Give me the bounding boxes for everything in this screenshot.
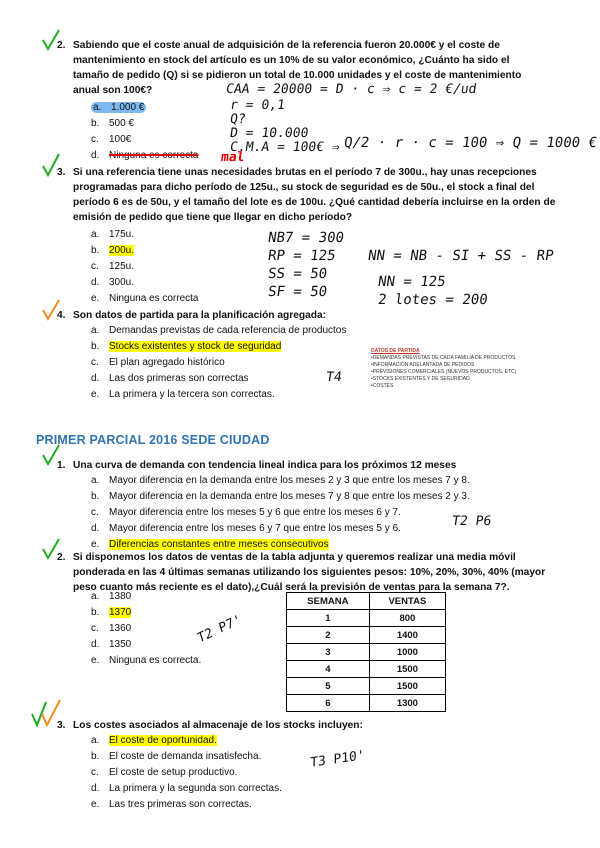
sales-table [286, 592, 446, 712]
datos-item: •PREVISIONES COMERCIALES (NUEVOS PRODUCTOS, ETC) [371, 369, 517, 375]
question-3 [57, 165, 563, 225]
table-header-row [287, 593, 446, 610]
option-a[interactable]: a. 1380 [91, 591, 132, 602]
handwritten-note: NN = 125 [376, 274, 447, 290]
option-b[interactable]: b. El coste de demanda insatisfecha. [91, 751, 262, 762]
option-c[interactable]: c. 125u. [91, 261, 135, 272]
question-number: 4. [57, 310, 66, 321]
question-text: Los costes asociados al almacenaje de los stocks incluyen: [73, 720, 363, 731]
handwritten-note: C.M.A = 100€ ⇒ [228, 140, 341, 155]
handwritten-note: T2 P6 [450, 514, 493, 529]
option-b[interactable]: b. 500 € [91, 118, 135, 129]
parcial-question-1 [57, 458, 543, 473]
option-c[interactable]: c. 1360 [91, 623, 132, 634]
table-row: 5 1500 [287, 678, 446, 695]
datos-de-partida-box [371, 348, 531, 390]
option-a[interactable]: a. 1.000 € [93, 102, 145, 113]
option-e[interactable]: e. La primera y la tercera son correctas. [91, 389, 275, 400]
option-d[interactable]: d. Las dos primeras son correctas [91, 373, 249, 384]
option-d[interactable]: d. 1350 [91, 639, 132, 650]
option-b[interactable]: b. Mayor diferencia en la demanda entre los meses 7 y 8 que entre los meses 2 y 3. [91, 491, 470, 502]
handwritten-note: 2 lotes = 200 [376, 292, 489, 308]
datos-title: DATOS DE PARTIDA [371, 348, 420, 354]
handwritten-note: NN = NB - SI + SS - RP [366, 248, 555, 264]
table-row: 1 800 [287, 610, 446, 627]
handwritten-note: T2 P7' [195, 612, 243, 647]
handwritten-note: SS = 50 [266, 266, 329, 282]
option-c[interactable]: c. El coste de setup productivo. [91, 767, 238, 778]
table-header: SEMANA [287, 593, 370, 610]
handwritten-note: SF = 50 [266, 284, 329, 300]
section-title: PRIMER PARCIAL 2016 SEDE CIUDAD [36, 433, 270, 447]
option-e[interactable]: e. Ninguna es correcta. [91, 655, 202, 666]
parcial-question-3 [57, 718, 543, 733]
table-row: 3 1000 [287, 644, 446, 661]
question-text: Si una referencia tiene unas necesidades brutas en el período 7 de 300u., hay unas recepciones programadas para dicho período de 125u., su stock de seguridad es de 50u., el stock a final del período 6 es de 50u, y el tamaño del lote es de 100u. ¿Qué cantidad debería incluirse en la orden de emisión de pedido que tiene que llegar en dicho período? [73, 167, 556, 223]
question-text: Son datos de partida para la planificación agregada: [73, 310, 327, 321]
question-number: 1. [57, 460, 66, 471]
option-a[interactable]: a. Mayor diferencia en la demanda entre los meses 2 y 3 que entre los meses 7 y 8. [91, 475, 470, 486]
parcial-question-2 [57, 550, 563, 595]
option-a[interactable]: a. 175u. [91, 229, 135, 240]
handwritten-note: NB7 = 300 [266, 230, 345, 246]
table-row: 4 1500 [287, 661, 446, 678]
datos-item: •COSTES [371, 383, 394, 389]
option-d[interactable]: d. Mayor diferencia entre los meses 6 y 7 que entre los meses 5 y 6. [91, 523, 401, 534]
table-row: 2 1400 [287, 627, 446, 644]
option-d[interactable]: d. Ninguna es correcta [91, 150, 199, 161]
option-b[interactable]: b. 200u. [91, 245, 135, 256]
question-text: Sabiendo que el coste anual de adquisición de la referencia fueron 20.000€ y el coste de mantenimiento en stock del artículo es un 10% de su valor económico, ¿Cuánto ha sido el tamaño de pedido (Q) si se pidieron un total de 10.000 unidades y el coste de mantenimiento anual son 100€? [73, 40, 522, 96]
question-number: 2. [57, 40, 66, 51]
handwritten-note: Q/2 · r · c = 100 ⇒ Q = 1000 € [342, 135, 598, 151]
datos-item: •DEMANDAS PREVISTAS DE CADA FAMILIA DE PRODUCTOS [371, 355, 516, 361]
handwritten-note: r = 0,1 [228, 98, 286, 113]
datos-item: •INFORMACIÓN ADELANTADA DE PEDIDOS [371, 362, 475, 368]
handwritten-note: Q? [228, 112, 247, 127]
option-e[interactable]: e. Diferencias constantes entre meses consecutivos [91, 539, 329, 550]
option-c[interactable]: c. 100€ [91, 134, 132, 145]
question-number: 2. [57, 552, 66, 563]
option-a[interactable]: a. El coste de oportunidad. [91, 735, 217, 746]
handwritten-note: D = 10.000 [228, 126, 310, 141]
question-text: Si disponemos los datos de ventas de la tabla adjunta y queremos realizar una media móvil ponderada en las 4 últimas semanas utilizando los siguientes pesos: 10%, 20%, 30%, 40% (mayor peso cuanto más reciente es el dato),¿Cuál será la previsión de ventas para la semana 7?. [73, 552, 546, 593]
handwritten-note: CAA = 20000 = D · c ⇒ c = 2 €/ud [224, 82, 478, 97]
option-c[interactable]: c. Mayor diferencia entre los meses 5 y 6 que entre los meses 6 y 7. [91, 507, 401, 518]
question-4 [57, 308, 543, 323]
option-b[interactable]: b. Stocks existentes y stock de seguridad [91, 341, 282, 352]
question-number: 3. [57, 167, 66, 178]
option-d[interactable]: d. La primera y la segunda son correctas. [91, 783, 282, 794]
table-row: 6 1300 [287, 695, 446, 712]
annotation-mal: mal [219, 150, 246, 165]
question-text: Una curva de demanda con tendencia lineal indica para los próximos 12 meses [73, 460, 457, 471]
datos-item: •STOCKS EXISTENTES Y DE SEGURIDAD [371, 376, 470, 382]
handwritten-note: T4 [324, 370, 343, 385]
table-header: VENTAS [369, 593, 445, 610]
handwritten-note: T3 P10' [310, 748, 365, 771]
option-d[interactable]: d. 300u. [91, 277, 135, 288]
option-e[interactable]: e. Ninguna es correcta [91, 293, 199, 304]
question-number: 3. [57, 720, 66, 731]
option-c[interactable]: c. El plan agregado histórico [91, 357, 225, 368]
option-a[interactable]: a. Demandas previstas de cada referencia de productos [91, 325, 347, 336]
handwritten-note: RP = 125 [266, 248, 337, 264]
option-e[interactable]: e. Las tres primeras son correctas. [91, 799, 252, 810]
option-b[interactable]: b. 1370 [91, 607, 132, 618]
